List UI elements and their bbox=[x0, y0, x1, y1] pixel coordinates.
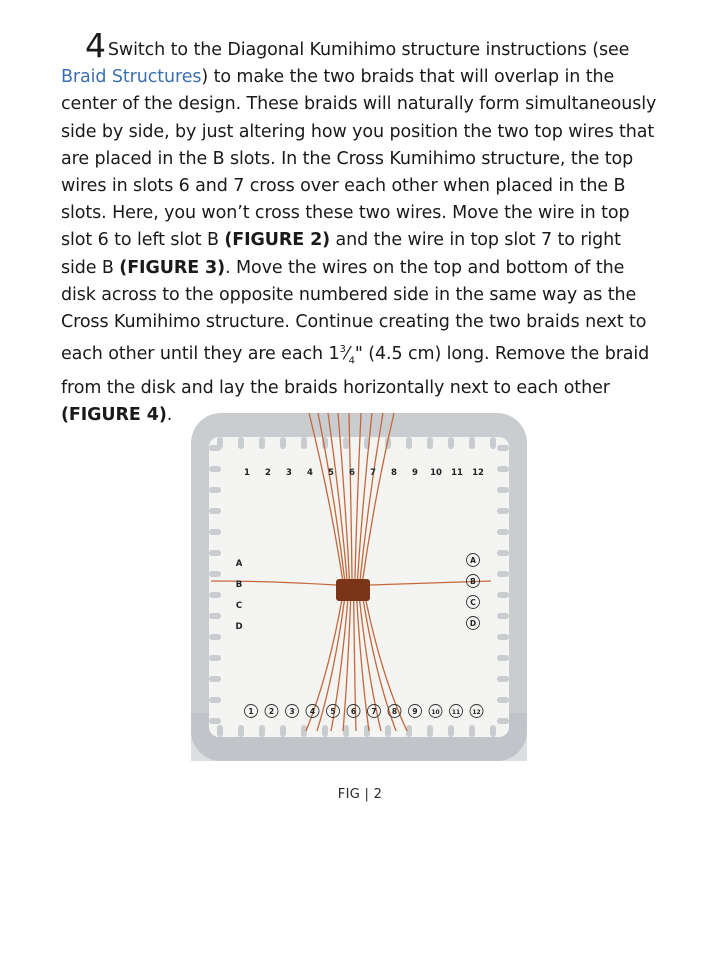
top-notch bbox=[238, 437, 244, 449]
top-notch bbox=[490, 437, 496, 449]
top-notch bbox=[448, 437, 454, 449]
bottom-slot-number: 5 bbox=[330, 706, 336, 716]
step-text: . Move the wires on the top and bottom of the disk across to the opposite numbered side in the same way as the Cross Kumihimo structure. Continue creating the two braids next to each other until they are each 1 bbox=[61, 257, 647, 365]
left-notch bbox=[209, 487, 221, 493]
braid-structures-link[interactable]: Braid Structures bbox=[61, 67, 202, 88]
top-slot-number: 2 bbox=[265, 468, 271, 478]
bottom-slot-number: 12 bbox=[472, 708, 481, 716]
right-notch bbox=[497, 487, 509, 493]
top-notch bbox=[406, 437, 412, 449]
bottom-slot-number: 9 bbox=[412, 706, 418, 716]
right-notch bbox=[497, 697, 509, 703]
left-notch bbox=[209, 571, 221, 577]
bottom-slot-number: 4 bbox=[309, 706, 316, 716]
top-slot-number: 10 bbox=[430, 468, 442, 478]
top-slot-number: 4 bbox=[307, 468, 313, 478]
left-notch bbox=[209, 634, 221, 640]
top-slot-number: 3 bbox=[286, 468, 292, 478]
left-notch bbox=[209, 613, 221, 619]
step-text: Switch to the Diagonal Kumihimo structure instructions (see bbox=[107, 40, 630, 60]
left-notch bbox=[209, 550, 221, 556]
top-slot-number: 8 bbox=[391, 468, 397, 478]
right-notch bbox=[497, 571, 509, 577]
bottom-notch bbox=[280, 725, 286, 737]
top-slot-number: 9 bbox=[412, 468, 418, 478]
bottom-notch bbox=[385, 725, 391, 737]
left-notch bbox=[209, 697, 221, 703]
right-notch bbox=[497, 718, 509, 724]
top-slot-number: 5 bbox=[328, 468, 334, 478]
step-number: 4 bbox=[85, 26, 106, 65]
kumihimo-disk-photo bbox=[191, 413, 527, 761]
bottom-slot-number: 3 bbox=[289, 706, 295, 716]
bottom-slot-number: 8 bbox=[391, 706, 398, 716]
bottom-notch bbox=[217, 725, 223, 737]
bottom-notch bbox=[427, 725, 433, 737]
bottom-notch bbox=[490, 725, 496, 737]
left-slot-letter: A bbox=[235, 559, 243, 569]
bottom-notch bbox=[448, 725, 454, 737]
right-notch bbox=[497, 676, 509, 682]
step-text: " (4.5 cm) long. Remove the braid from the disk and lay the braids horizontally next to each other bbox=[61, 344, 650, 398]
right-slot-letter: C bbox=[470, 598, 476, 607]
left-slot-letter: D bbox=[235, 622, 243, 632]
right-slot-letter: D bbox=[469, 619, 477, 628]
top-notch bbox=[280, 437, 286, 449]
top-slot-number: 6 bbox=[349, 468, 355, 478]
bottom-notch bbox=[238, 725, 244, 737]
fraction-numerator: 3 bbox=[339, 344, 346, 356]
step-text: ) to make the two braids that will overlap in the center of the design. These braids will naturally form simultaneously side by side, by just altering how you position the two top wires that are placed in the B slots. In the Cross Kumihimo structure, the top wires in slots 6 and 7 cross over each other when placed in the B slots. Here, you won’t cross these two wires. Move the wire in top slot 6 to left slot B bbox=[61, 67, 657, 251]
right-notch bbox=[497, 529, 509, 535]
top-slot-number: 11 bbox=[451, 468, 463, 478]
left-notch bbox=[209, 592, 221, 598]
bottom-slot-number: 2 bbox=[268, 706, 275, 716]
top-notch bbox=[259, 437, 265, 449]
braid-center bbox=[336, 579, 370, 601]
bottom-slot-number: 10 bbox=[431, 708, 440, 716]
step-text: and the wire in top slot 7 to right side B bbox=[61, 230, 621, 278]
left-notch bbox=[209, 718, 221, 724]
right-notch bbox=[497, 592, 509, 598]
figure-4-reference: (FIGURE 4) bbox=[61, 404, 167, 425]
bottom-slot-number: 6 bbox=[350, 706, 357, 716]
top-slot-number: 1 bbox=[244, 468, 250, 478]
right-slot-letter: A bbox=[470, 556, 476, 565]
right-notch bbox=[497, 550, 509, 556]
figure-caption: FIG | 2 bbox=[337, 787, 383, 802]
left-notch bbox=[209, 466, 221, 472]
top-slot-number: 7 bbox=[370, 468, 376, 478]
bottom-slot-number: 1 bbox=[248, 706, 254, 716]
top-notch bbox=[469, 437, 475, 449]
right-notch bbox=[497, 445, 509, 451]
left-slot-letter: C bbox=[235, 601, 243, 611]
fraction-denominator: 4 bbox=[348, 355, 355, 367]
bottom-slot-number: 11 bbox=[451, 708, 461, 716]
top-notch bbox=[343, 437, 349, 449]
top-slot-number: 12 bbox=[472, 468, 484, 478]
bottom-notch bbox=[469, 725, 475, 737]
left-notch bbox=[209, 655, 221, 661]
step-text: . bbox=[166, 404, 173, 425]
left-notch bbox=[209, 676, 221, 682]
top-notch bbox=[427, 437, 433, 449]
top-notch bbox=[301, 437, 307, 449]
right-notch bbox=[497, 613, 509, 619]
left-notch bbox=[209, 445, 221, 451]
bottom-notch bbox=[364, 725, 370, 737]
left-notch bbox=[209, 529, 221, 535]
figure-2-reference: (FIGURE 2) bbox=[224, 230, 331, 251]
right-notch bbox=[497, 655, 509, 661]
left-slot-letter: B bbox=[235, 580, 243, 590]
step-paragraph: 4 Switch to the Diagonal Kumihimo structure instructions (see Braid Structures) to make the two braids that will overlap in the center of the design. These braids will naturally form simultaneously side by side, by just altering how you position the two top wires that are placed in the B slots. In the Cross Kumihimo structure, the top wires in slots 6 and 7 cross over each other when placed in the B slots. Here, you won’t cross these two wires. Move the wire in top slot 6 to left slot B (FIGURE 2) and the wire in top slot 7 to right side B (FIGURE 3). Move the wires on the top and bottom of the disk across to the opposite numbered side in the same way as the Cross Kumihimo structure. Continue creating the two braids next to each other until they are each $1^3⁄_4$" (4.5 cm) long. Remove the braid from the disk and lay the braids horizontally next to each other (FIGURE 4). bbox=[61, 26, 657, 425]
right-notch bbox=[497, 634, 509, 640]
bottom-notch bbox=[322, 725, 328, 737]
left-notch bbox=[209, 508, 221, 514]
right-notch bbox=[497, 508, 509, 514]
figure-3-reference: (FIGURE 3) bbox=[119, 257, 226, 278]
right-slot-letter: B bbox=[470, 577, 476, 586]
bottom-slot-number: 7 bbox=[371, 706, 377, 716]
right-notch bbox=[497, 466, 509, 472]
bottom-notch bbox=[259, 725, 265, 737]
